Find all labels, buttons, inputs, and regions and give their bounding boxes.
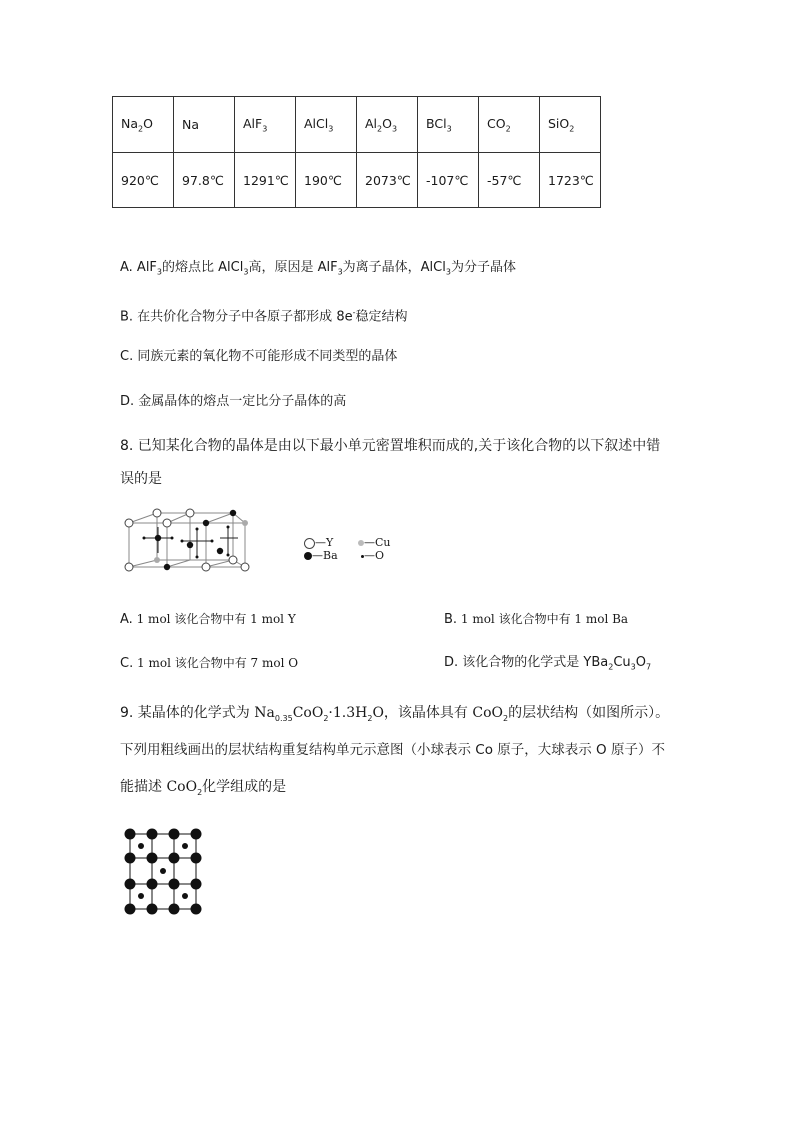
q7-option-d: D. 金属晶体的熔点一定比分子晶体的高: [120, 394, 347, 409]
table-cell: AlCl$_3$: [296, 97, 357, 153]
table-cell: 2073℃: [357, 153, 418, 208]
table-cell: $Al_2O_3$: [357, 97, 418, 153]
q8-stem-line2: 误的是: [120, 471, 162, 487]
unit-cell-legend: [304, 532, 404, 576]
q8-option-d: D. 该化合物的化学式是 $YBa_2Cu_3O_7$: [444, 655, 652, 672]
legend-o: [361, 545, 384, 567]
melting-point-table: [112, 96, 601, 208]
q7-option-c: C. 同族元素的氧化物不可能形成不同类型的晶体: [120, 349, 398, 364]
legend-label: —Cu: [364, 536, 391, 549]
table-cell: 1723℃: [540, 153, 601, 208]
q8-option-a: A. 1 mol 该化合物中有 1 mol Y: [120, 612, 296, 627]
table-cell: 97.8℃: [174, 153, 235, 208]
table-cell: -57℃: [479, 153, 540, 208]
legend-ba: [304, 545, 338, 567]
table-cell: $Na_2O$: [113, 97, 174, 153]
table-cell: Na: [174, 97, 235, 153]
q9-stem-line1: 9. 某晶体的化学式为 $Na_{0.35}CoO_2\cdot 1.3H_2O$，该晶体具有 CoO$_2$的层状结构（如图所示）。: [120, 705, 670, 723]
q7-option-a: A. AlF$_3$的熔点比 AlCl$_3$高，原因是 AlF$_3$为离子晶体，AlCl$_3$为分子晶体: [120, 260, 516, 277]
coo2-layer-diagram: [122, 826, 204, 918]
legend-label: —O: [364, 549, 385, 562]
q8-option-b: B. 1 mol 该化合物中有 1 mol Ba: [444, 612, 629, 627]
ba-atom-icon: [304, 552, 312, 560]
unit-cell-diagram: [120, 505, 260, 577]
table-cell: AlF$_3$: [235, 97, 296, 153]
table-cell: -107℃: [418, 153, 479, 208]
q8-option-c: C. 1 mol 该化合物中有 7 mol O: [120, 656, 299, 671]
q9-stem-line3: 能描述 CoO$_2$化学组成的是: [120, 779, 287, 797]
table-header-row: [113, 97, 601, 153]
q9-stem-line2: 下列用粗线画出的层状结构重复结构单元示意图（小球表示 Co 原子，大球表示 O 原子）不: [120, 742, 665, 758]
legend-label: —Ba: [312, 549, 338, 562]
table-cell: SiO$_2$: [540, 97, 601, 153]
table-cell: BCl$_3$: [418, 97, 479, 153]
table-row: [113, 153, 601, 208]
q8-stem-line1: 8. 已知某化合物的晶体是由以下最小单元密置堆积而成的,关于该化合物的以下叙述中错: [120, 438, 661, 454]
legend-label: —Y: [315, 536, 334, 549]
table-cell: 190℃: [296, 153, 357, 208]
q7-option-b: B. 在共价化合物分子中各原子都形成 8e-稳定结构: [120, 308, 408, 325]
table-cell: $CO_2$: [479, 97, 540, 153]
table-cell: 1291℃: [235, 153, 296, 208]
table-cell: 920℃: [113, 153, 174, 208]
